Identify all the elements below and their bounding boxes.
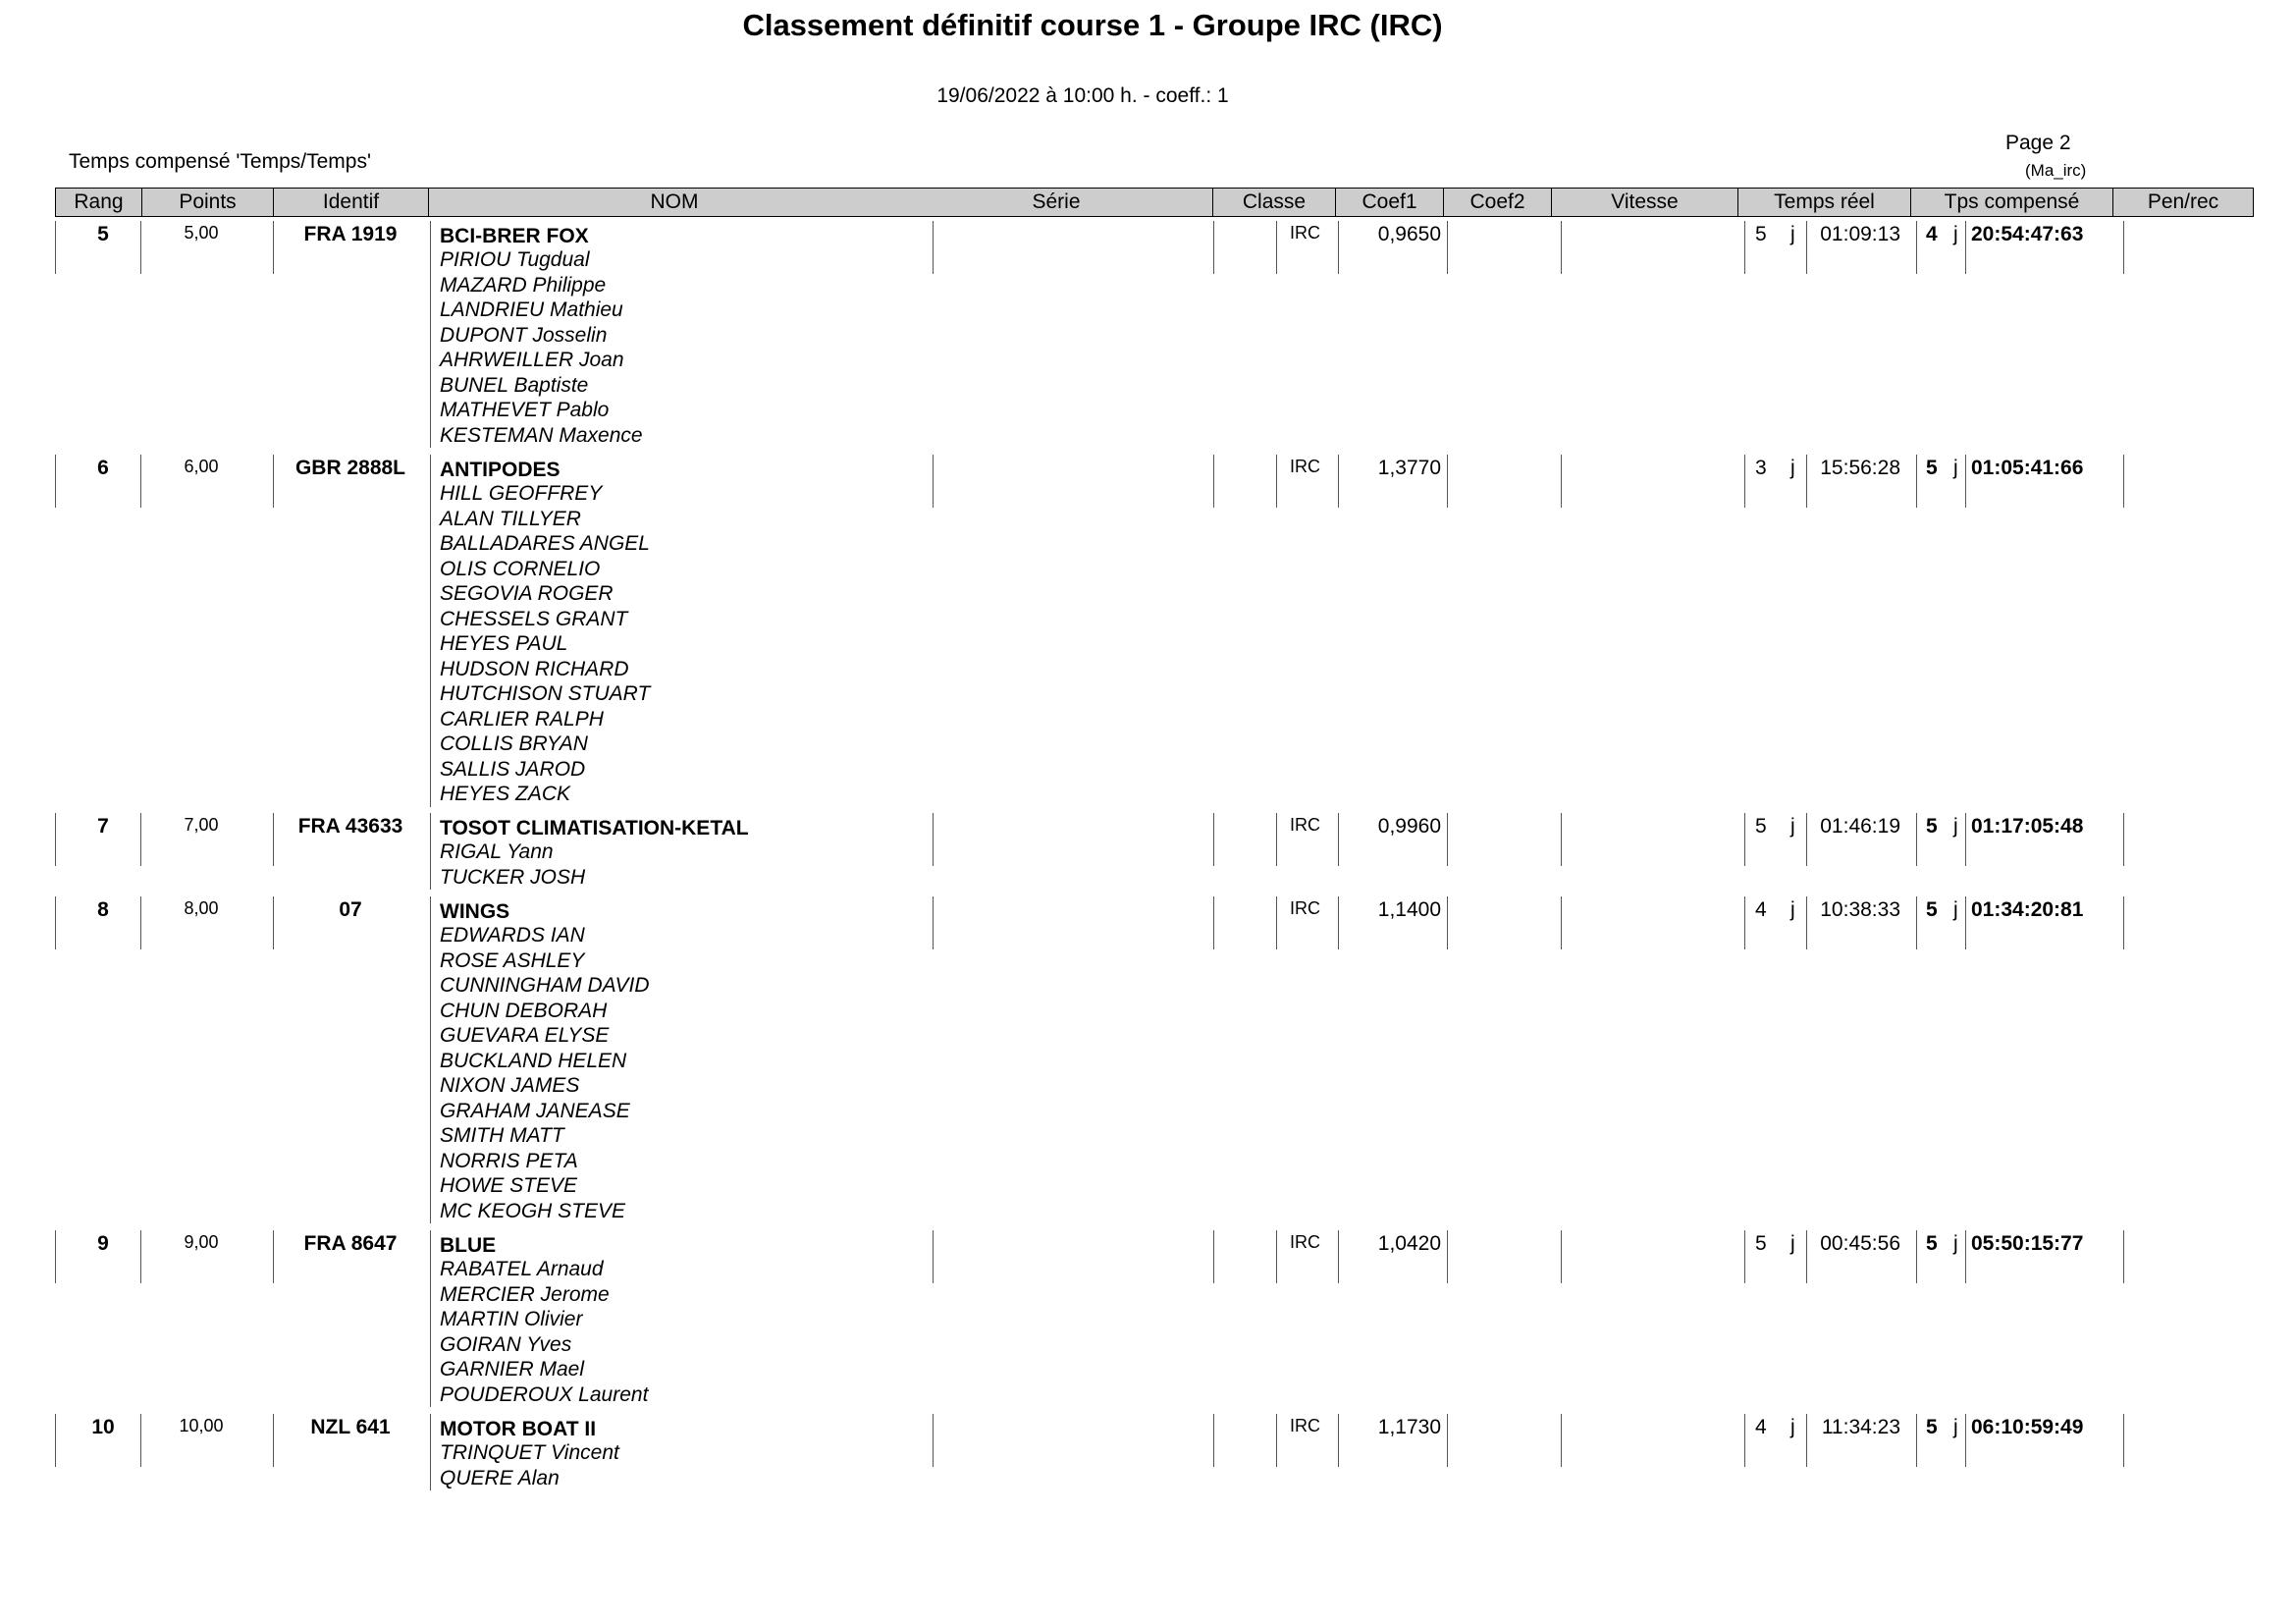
cell-identif: 07	[339, 898, 362, 921]
crew-member: PIRIOU Tugdual	[440, 248, 590, 271]
cell-divider	[55, 455, 56, 508]
cell-divider	[1213, 813, 1214, 866]
cell-divider	[1561, 1414, 1562, 1467]
crew-member: SALLIS JAROD	[440, 757, 586, 781]
cell-divider	[1744, 455, 1745, 508]
cell-rang: 10	[91, 1416, 115, 1438]
cell-classe: IRC	[1290, 457, 1320, 476]
cell-rang: 5	[97, 223, 109, 245]
crew-member: CHUN DEBORAH	[440, 999, 608, 1022]
col-header-pen-rec: Pen/rec	[2147, 190, 2219, 213]
cell-divider	[55, 896, 56, 949]
result-row	[0, 1414, 2296, 1490]
cell-divider	[1338, 455, 1339, 508]
crew-member: RABATEL Arnaud	[440, 1258, 604, 1280]
crew-member: HUTCHISON STUART	[440, 682, 651, 705]
result-row	[0, 896, 2296, 1223]
cell-tps-comp-j: j	[1953, 815, 1958, 838]
cell-tps-compense: 05:50:15:77	[1971, 1232, 2084, 1255]
cell-divider	[1213, 1414, 1214, 1467]
col-header-tps-compense: Tps compensé	[1911, 189, 2113, 216]
cell-divider	[1338, 1230, 1339, 1283]
result-row	[0, 455, 2296, 807]
crew-member: GOIRAN Yves	[440, 1332, 572, 1356]
cell-divider	[273, 455, 274, 508]
crew-member: NORRIS PETA	[440, 1149, 578, 1172]
cell-divider	[1338, 221, 1339, 274]
cell-coef1: 1,0420	[1377, 1232, 1441, 1255]
col-header-classe: Classe	[1212, 189, 1336, 216]
cell-divider	[1338, 896, 1339, 949]
crew-list	[440, 481, 650, 807]
cell-divider	[430, 221, 431, 448]
crew-member: BUNEL Baptiste	[440, 373, 589, 397]
cell-divider	[1447, 813, 1448, 866]
crew-member: KESTEMAN Maxence	[440, 423, 643, 447]
col-header-nom: NOM	[650, 190, 699, 213]
cell-temps-reel-j: j	[1790, 457, 1795, 479]
cell-divider	[1276, 221, 1277, 274]
result-row	[0, 813, 2296, 890]
cell-divider	[1806, 1414, 1807, 1467]
cell-divider	[273, 1230, 274, 1283]
cell-rang: 9	[97, 1232, 109, 1255]
cell-divider	[1561, 1230, 1562, 1283]
cell-tps-comp-days: 5	[1926, 1232, 1938, 1255]
cell-rang: 8	[97, 898, 109, 921]
cell-classe: IRC	[1290, 1232, 1320, 1252]
cell-rang: 6	[97, 457, 109, 479]
crew-member: MAZARD Philippe	[440, 273, 607, 297]
cell-points: 10,00	[179, 1416, 224, 1435]
cell-tps-comp-j: j	[1953, 223, 1958, 245]
crew-list	[440, 1440, 619, 1490]
cell-divider	[1447, 1230, 1448, 1283]
cell-divider	[1916, 455, 1917, 508]
crew-member: CARLIER RALPH	[440, 707, 604, 731]
crew-member: CUNNINGHAM DAVID	[440, 974, 650, 997]
cell-divider	[2123, 221, 2124, 274]
crew-member: BALLADARES ANGEL	[440, 532, 650, 555]
cell-tps-comp-j: j	[1953, 1232, 1958, 1255]
crew-member: MERCIER Jerome	[440, 1282, 610, 1306]
report-title: Classement définitif course 1 - Groupe IRC (IRC)	[742, 8, 1443, 42]
cell-identif: NZL 641	[310, 1416, 391, 1438]
cell-temps-reel: 01:46:19	[1820, 815, 1900, 838]
crew-member: HILL GEOFFREY	[440, 482, 603, 505]
cell-divider	[933, 896, 934, 949]
cell-tps-compense: 01:34:20:81	[1971, 898, 2084, 921]
cell-divider	[1916, 813, 1917, 866]
cell-divider	[1338, 1414, 1339, 1467]
cell-divider	[1965, 221, 1966, 274]
cell-divider	[1965, 896, 1966, 949]
crew-member: GRAHAM JANEASE	[440, 1099, 630, 1122]
cell-divider	[1338, 813, 1339, 866]
crew-list	[440, 923, 650, 1223]
cell-coef1: 1,1400	[1377, 898, 1441, 921]
cell-divider	[430, 1230, 431, 1407]
col-header-temps-reel: Temps réel	[1738, 189, 1911, 216]
cell-divider	[1561, 221, 1562, 274]
col-header-rang: Rang	[56, 189, 142, 216]
crew-member: ROSE ASHLEY	[440, 948, 585, 972]
cell-divider	[1744, 896, 1745, 949]
crew-member: MC KEOGH STEVE	[440, 1199, 626, 1222]
cell-temps-reel-days: 4	[1755, 1416, 1767, 1438]
cell-divider	[1561, 455, 1562, 508]
crew-member: COLLIS BRYAN	[440, 732, 588, 755]
cell-divider	[1965, 1414, 1966, 1467]
cell-temps-reel-j: j	[1790, 1416, 1795, 1438]
cell-temps-reel: 11:34:23	[1821, 1416, 1900, 1438]
cell-divider	[1276, 455, 1277, 508]
cell-identif: FRA 8647	[303, 1232, 398, 1255]
cell-nom: WINGS	[440, 900, 510, 923]
cell-divider	[1916, 896, 1917, 949]
page-code: (Ma_irc)	[2025, 161, 2087, 180]
crew-member: AHRWEILLER Joan	[440, 349, 624, 371]
cell-classe: IRC	[1290, 815, 1320, 835]
cell-temps-reel-days: 5	[1755, 815, 1767, 838]
cell-divider	[1806, 813, 1807, 866]
cell-divider	[933, 221, 934, 274]
cell-tps-comp-days: 5	[1926, 457, 1938, 479]
crew-member: MATHEVET Pablo	[440, 399, 610, 421]
cell-divider	[933, 455, 934, 508]
cell-divider	[933, 813, 934, 866]
cell-divider	[1561, 813, 1562, 866]
crew-member: TRINQUET Vincent	[440, 1441, 619, 1464]
col-header-points: Points	[142, 189, 274, 216]
cell-divider	[1744, 221, 1745, 274]
cell-divider	[1806, 1230, 1807, 1283]
cell-tps-comp-days: 5	[1926, 1416, 1938, 1438]
cell-classe: IRC	[1290, 223, 1320, 243]
cell-divider	[55, 1414, 56, 1467]
cell-tps-comp-days: 5	[1926, 898, 1938, 921]
cell-temps-reel-days: 4	[1755, 898, 1767, 921]
cell-identif: GBR 2888L	[294, 457, 406, 479]
cell-identif: FRA 43633	[297, 815, 403, 838]
cell-tps-compense: 06:10:59:49	[1971, 1416, 2084, 1438]
col-header-identif: Identif	[274, 189, 429, 216]
cell-divider	[1213, 221, 1214, 274]
cell-divider	[1916, 1230, 1917, 1283]
cell-divider	[1965, 1230, 1966, 1283]
cell-temps-reel-j: j	[1790, 223, 1795, 245]
crew-member: GARNIER Mael	[440, 1358, 585, 1380]
cell-coef1: 0,9960	[1377, 815, 1441, 838]
result-row	[0, 221, 2296, 448]
cell-points: 5,00	[184, 223, 219, 243]
cell-divider	[1806, 221, 1807, 274]
crew-member: LANDRIEU Mathieu	[440, 298, 623, 321]
col-header-coef1: Coef1	[1336, 189, 1444, 216]
cell-nom: ANTIPODES	[440, 459, 561, 481]
cell-classe: IRC	[1290, 898, 1320, 918]
cell-points: 8,00	[184, 898, 219, 918]
cell-divider	[55, 1230, 56, 1283]
cell-divider	[1276, 1230, 1277, 1283]
crew-member: EDWARDS IAN	[440, 924, 585, 947]
cell-divider	[1916, 221, 1917, 274]
cell-temps-reel: 00:45:56	[1820, 1232, 1900, 1255]
cell-divider	[430, 813, 431, 890]
crew-member: QUERE Alan	[440, 1466, 560, 1489]
cell-temps-reel-days: 5	[1755, 1232, 1767, 1255]
col-header-coef2: Coef2	[1444, 189, 1552, 216]
cell-divider	[933, 1230, 934, 1283]
cell-divider	[2123, 455, 2124, 508]
cell-nom: MOTOR BOAT II	[440, 1418, 597, 1440]
cell-nom: BCI-BRER FOX	[440, 225, 589, 247]
cell-temps-reel-days: 3	[1755, 457, 1767, 479]
cell-temps-reel-j: j	[1790, 1232, 1795, 1255]
cell-divider	[430, 896, 431, 1223]
cell-temps-reel-j: j	[1790, 815, 1795, 838]
crew-member: CHESSELS GRANT	[440, 607, 628, 630]
cell-divider	[1916, 1414, 1917, 1467]
crew-member: ALAN TILLYER	[440, 507, 581, 530]
cell-tps-compense: 20:54:47:63	[1971, 223, 2084, 245]
cell-divider	[2123, 896, 2124, 949]
crew-member: POUDEROUX Laurent	[440, 1382, 649, 1406]
cell-tps-compense: 01:05:41:66	[1971, 457, 2084, 479]
cell-divider	[1213, 1230, 1214, 1283]
crew-list	[440, 839, 585, 890]
crew-list	[440, 1257, 648, 1407]
page-number: Page 2	[2005, 132, 2071, 154]
cell-divider	[1276, 896, 1277, 949]
cell-divider	[1276, 1414, 1277, 1467]
cell-divider	[1447, 221, 1448, 274]
crew-member: SEGOVIA ROGER	[440, 582, 614, 605]
crew-member: SMITH MATT	[440, 1124, 564, 1147]
cell-divider	[1447, 896, 1448, 949]
crew-member: BUCKLAND HELEN	[440, 1049, 627, 1072]
cell-divider	[55, 813, 56, 866]
cell-tps-comp-j: j	[1953, 1416, 1958, 1438]
cell-tps-comp-j: j	[1953, 898, 1958, 921]
crew-member: RIGAL Yann	[440, 840, 554, 863]
cell-divider	[55, 221, 56, 274]
crew-member: TUCKER JOSH	[440, 865, 586, 889]
cell-divider	[1965, 455, 1966, 508]
cell-tps-comp-days: 4	[1926, 223, 1938, 245]
cell-nom: BLUE	[440, 1234, 497, 1257]
cell-divider	[1806, 896, 1807, 949]
crew-member: HUDSON RICHARD	[440, 657, 629, 680]
cell-tps-comp-j: j	[1953, 457, 1958, 479]
crew-member: HEYES ZACK	[440, 783, 571, 805]
cell-divider	[1276, 813, 1277, 866]
cell-divider	[1806, 455, 1807, 508]
cell-points: 7,00	[184, 815, 219, 835]
cell-divider	[1213, 455, 1214, 508]
cell-temps-reel-j: j	[1790, 898, 1795, 921]
cell-divider	[1965, 813, 1966, 866]
col-header-vitesse: Vitesse	[1552, 189, 1738, 216]
cell-points: 6,00	[184, 457, 219, 476]
table-header	[55, 188, 2254, 217]
crew-list	[440, 247, 643, 448]
cell-divider	[1561, 896, 1562, 949]
cell-divider	[1744, 1414, 1745, 1467]
cell-divider	[273, 896, 274, 949]
cell-divider	[1744, 1230, 1745, 1283]
crew-member: MARTIN Olivier	[440, 1308, 583, 1330]
cell-tps-comp-days: 5	[1926, 815, 1938, 838]
cell-divider	[933, 1414, 934, 1467]
cell-coef1: 1,1730	[1377, 1416, 1441, 1438]
cell-classe: IRC	[1290, 1416, 1320, 1435]
cell-temps-reel: 01:09:13	[1820, 223, 1900, 245]
cell-divider	[1447, 455, 1448, 508]
cell-divider	[430, 1414, 431, 1490]
cell-temps-reel: 10:38:33	[1820, 898, 1900, 921]
cell-divider	[1447, 1414, 1448, 1467]
crew-member: HEYES PAUL	[440, 632, 568, 655]
compensation-method: Temps compensé 'Temps/Temps'	[69, 150, 371, 173]
cell-divider	[1213, 896, 1214, 949]
crew-member: OLIS CORNELIO	[440, 557, 601, 580]
cell-divider	[1744, 813, 1745, 866]
crew-member: DUPONT Josselin	[440, 323, 608, 347]
result-row	[0, 1230, 2296, 1407]
cell-tps-compense: 01:17:05:48	[1971, 815, 2084, 838]
cell-identif: FRA 1919	[303, 223, 398, 245]
col-header-serie: Série	[1032, 190, 1081, 213]
cell-coef1: 1,3770	[1377, 457, 1441, 479]
cell-divider	[273, 1414, 274, 1467]
cell-divider	[2123, 813, 2124, 866]
report-date: 19/06/2022 à 10:00 h. - coeff.: 1	[936, 84, 1229, 107]
cell-coef1: 0,9650	[1377, 223, 1441, 245]
cell-temps-reel-days: 5	[1755, 223, 1767, 245]
cell-divider	[2123, 1230, 2124, 1283]
cell-divider	[273, 813, 274, 866]
crew-member: GUEVARA ELYSE	[440, 1024, 610, 1047]
cell-rang: 7	[97, 815, 109, 838]
cell-divider	[430, 455, 431, 807]
cell-divider	[273, 221, 274, 274]
cell-temps-reel: 15:56:28	[1820, 457, 1900, 479]
cell-nom: TOSOT CLIMATISATION-KETAL	[440, 817, 749, 839]
crew-member: NIXON JAMES	[440, 1074, 580, 1097]
crew-member: HOWE STEVE	[440, 1174, 578, 1197]
cell-points: 9,00	[184, 1232, 219, 1252]
cell-divider	[2123, 1414, 2124, 1467]
